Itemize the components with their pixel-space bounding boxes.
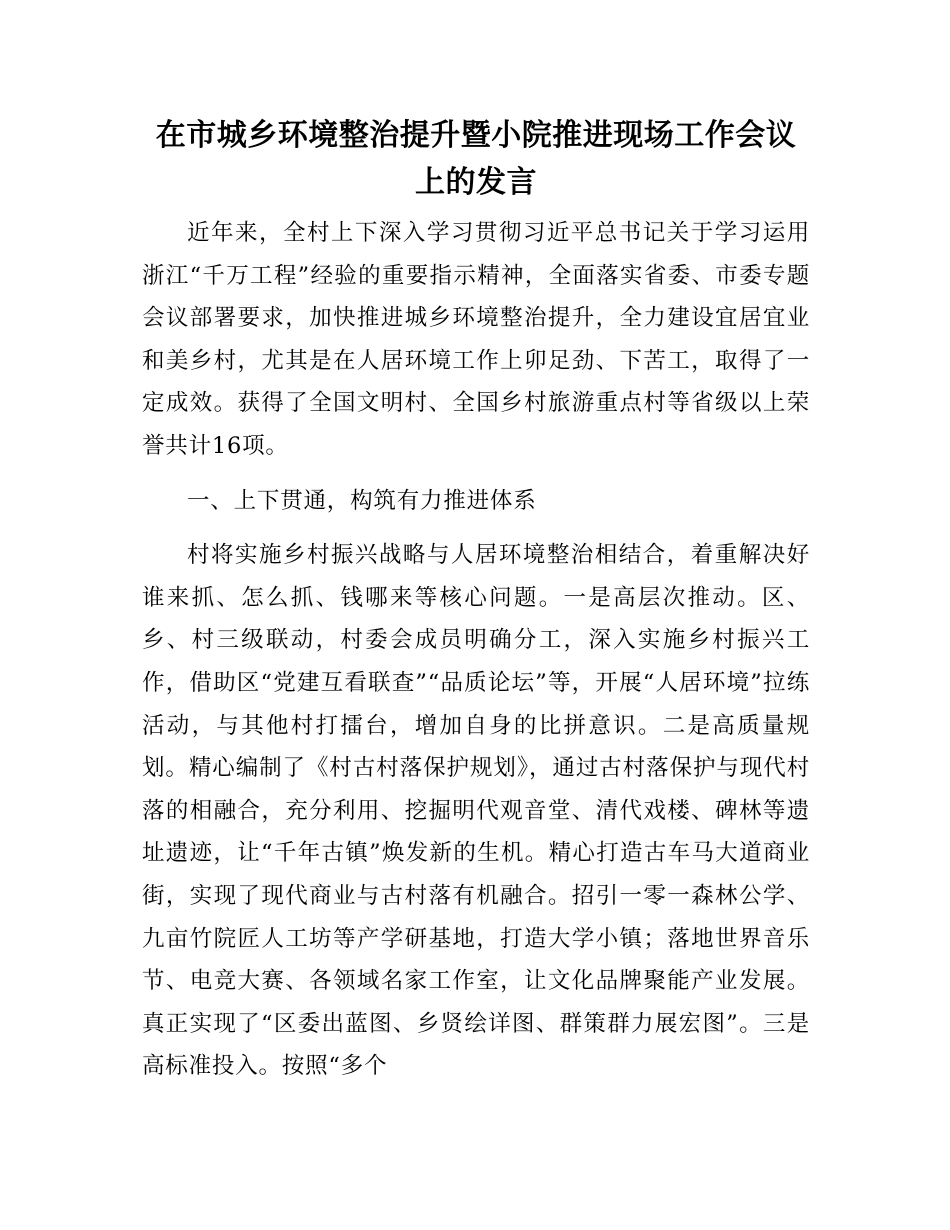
- body-paragraph: 村将实施乡村振兴战略与人居环境整治相结合，着重解决好谁来抓、怎么抓、钱哪来等核心问题。一是高层次推动。区、乡、村三级联动，村委会成员明确分工，深入实施乡村振兴工作，借助区“党建互看联查”“品质论坛”等，开展“人居环境”拉练活动，与其他村打擂台，增加自身的比拼意识。二是高质量规划。精心编制了《村古村落保护规划》，通过古村落保护与现代村落的相融合，充分利用、挖掘明代观音堂、清代戏楼、碑林等遗址遗迹，让“千年古镇”焕发新的生机。精心打造古车马大道商业街，实现了现代商业与古村落有机融合。招引一零一森林公学、九亩竹院匠人工坊等产学研基地，打造大学小镇；落地世界音乐节、电竞大赛、各领域名家工作室，让文化品牌聚能产业发展。真正实现了“区委出蓝图、乡贤绘详图、群策群力展宏图”。三是高标准投入。按照“多个: [142, 542, 810, 1080]
- intro-paragraph: 近年来，全村上下深入学习贯彻习近平总书记关于学习运用浙江“千万工程”经验的重要指示精神，全面落实省委、市委专题会议部署要求，加快推进城乡环境整治提升，全力建设宜居宜业和美乡村，尤其是在人居环境工作上卯足劲、下苦工，取得了一定成效。获得了全国文明村、全国乡村旅游重点村等省级以上荣誉共计16项。: [142, 220, 810, 459]
- document-title: 在市城乡环境整治提升暨小院推进现场工作会议上的发言: [155, 118, 797, 200]
- document-body: [142, 112, 810, 1088]
- section-heading: 一、上下贯通，构筑有力推进体系: [187, 487, 537, 514]
